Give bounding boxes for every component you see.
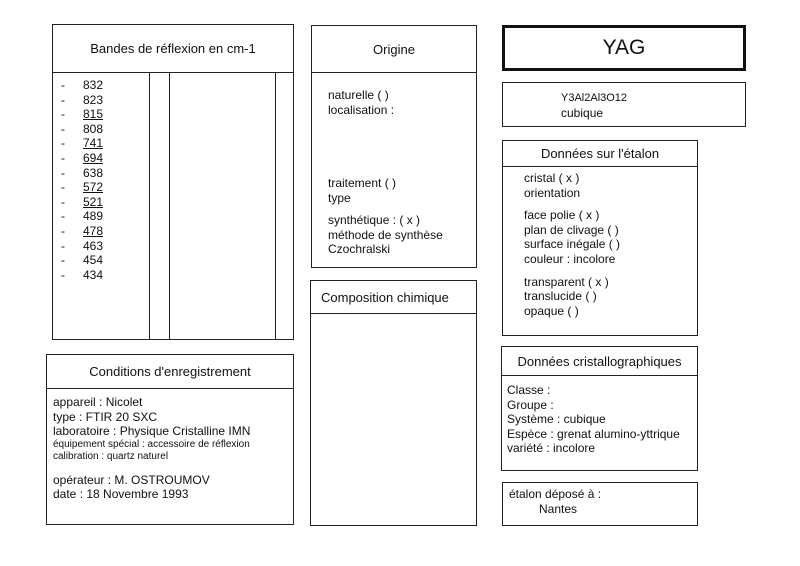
band-value: 823 bbox=[83, 92, 104, 107]
origine-body bbox=[328, 88, 394, 117]
band-dash: - bbox=[61, 107, 65, 122]
band-value: 463 bbox=[83, 238, 104, 253]
espece: Espèce : grenat alumino-yttrique bbox=[507, 426, 680, 441]
band-row bbox=[61, 268, 103, 283]
methode-value: Czochralski bbox=[328, 242, 391, 257]
band-dash: - bbox=[61, 78, 65, 92]
band-dash: - bbox=[61, 136, 65, 151]
traitement-type: type bbox=[328, 190, 351, 205]
band-row bbox=[61, 224, 103, 239]
orientation: orientation bbox=[524, 185, 581, 200]
operateur: opérateur : M. OSTROUMOV bbox=[53, 472, 210, 487]
column-divider bbox=[169, 72, 170, 339]
equipement: équipement spécial : accessoire de réflexion bbox=[53, 438, 250, 450]
mineral-name: YAG bbox=[502, 25, 746, 71]
systeme: Système : cubique bbox=[507, 412, 606, 427]
formula-body bbox=[561, 91, 627, 120]
plan-clivage: plan de clivage ( ) bbox=[524, 222, 619, 237]
traitement: traitement ( ) bbox=[328, 176, 397, 190]
depot-body bbox=[509, 487, 601, 516]
band-dash: - bbox=[61, 121, 65, 136]
band-row bbox=[61, 122, 103, 137]
band-dash: - bbox=[61, 92, 65, 107]
band-value: 832 bbox=[83, 78, 104, 92]
naturelle: naturelle ( ) bbox=[328, 88, 389, 102]
band-value: 572 bbox=[83, 180, 104, 195]
localisation: localisation : bbox=[328, 102, 395, 117]
crystal-system: cubique bbox=[561, 105, 604, 120]
calibration: calibration : quartz naturel bbox=[53, 450, 169, 462]
translucide: translucide ( ) bbox=[524, 289, 597, 304]
band-dash: - bbox=[61, 180, 65, 195]
face-polie: face polie ( x ) bbox=[524, 208, 600, 223]
classe: Classe : bbox=[507, 383, 551, 397]
band-value: 808 bbox=[83, 121, 104, 136]
composition-panel bbox=[310, 280, 477, 526]
depot-panel bbox=[502, 482, 698, 526]
band-row bbox=[61, 136, 103, 151]
band-value: 741 bbox=[83, 136, 104, 151]
band-dash: - bbox=[61, 253, 65, 268]
column-divider bbox=[149, 72, 150, 339]
bands-panel bbox=[52, 24, 294, 340]
methode: méthode de synthèse bbox=[328, 227, 443, 242]
bands-title: Bandes de réflexion en cm-1 bbox=[53, 25, 293, 73]
cristal: cristal ( x ) bbox=[524, 171, 580, 185]
laboratoire: laboratoire : Physique Cristalline IMN bbox=[53, 424, 251, 439]
band-dash: - bbox=[61, 238, 65, 253]
etalon-panel bbox=[502, 140, 698, 336]
formula: Y3Al2Al3O12 bbox=[561, 92, 628, 104]
band-row bbox=[61, 253, 103, 268]
band-value: 638 bbox=[83, 165, 104, 180]
opaque: opaque ( ) bbox=[524, 303, 579, 318]
origine-title: Origine bbox=[312, 26, 476, 73]
composition-title: Composition chimique bbox=[311, 281, 476, 314]
cristallo-body bbox=[507, 383, 680, 456]
variete: variété : incolore bbox=[507, 441, 596, 456]
cristallo-title: Données cristallographiques bbox=[502, 347, 697, 376]
band-dash: - bbox=[61, 165, 65, 180]
column-divider bbox=[275, 72, 276, 339]
band-row bbox=[61, 209, 103, 224]
band-dash: - bbox=[61, 209, 65, 224]
origine-panel bbox=[311, 25, 477, 268]
bands-list bbox=[61, 78, 103, 282]
band-row bbox=[61, 166, 103, 181]
band-row bbox=[61, 107, 103, 122]
band-value: 694 bbox=[83, 150, 104, 165]
band-dash: - bbox=[61, 223, 65, 238]
conditions-title: Conditions d'enregistrement bbox=[47, 355, 293, 389]
etalon-body bbox=[524, 171, 620, 318]
band-dash: - bbox=[61, 267, 65, 282]
band-value: 478 bbox=[83, 223, 104, 238]
etalon-title: Données sur l'étalon bbox=[503, 141, 697, 167]
band-row bbox=[61, 78, 103, 93]
band-row bbox=[61, 195, 103, 210]
depot-label: étalon déposé à : bbox=[509, 487, 602, 501]
conditions-panel bbox=[46, 354, 294, 525]
band-dash: - bbox=[61, 194, 65, 209]
band-row bbox=[61, 239, 103, 254]
date: date : 18 Novembre 1993 bbox=[53, 487, 189, 502]
synthetique: synthétique : ( x ) bbox=[328, 213, 421, 228]
band-row bbox=[61, 180, 103, 195]
couleur: couleur : incolore bbox=[524, 251, 616, 266]
band-value: 489 bbox=[83, 209, 104, 224]
band-row bbox=[61, 151, 103, 166]
surface: surface inégale ( ) bbox=[524, 237, 621, 252]
cristallo-panel bbox=[501, 346, 698, 471]
type: type : FTIR 20 SXC bbox=[53, 409, 158, 424]
origine-body-2 bbox=[328, 176, 443, 257]
transparent: transparent ( x ) bbox=[524, 274, 609, 289]
band-value: 454 bbox=[83, 253, 104, 268]
appareil: appareil : Nicolet bbox=[53, 395, 143, 409]
band-row bbox=[61, 93, 103, 108]
depot-place: Nantes bbox=[539, 501, 578, 516]
band-value: 815 bbox=[83, 107, 104, 122]
band-value: 521 bbox=[83, 194, 104, 209]
groupe: Groupe : bbox=[507, 397, 554, 412]
conditions-body bbox=[53, 395, 250, 502]
formula-panel bbox=[502, 82, 746, 127]
band-dash: - bbox=[61, 150, 65, 165]
band-value: 434 bbox=[83, 267, 104, 282]
